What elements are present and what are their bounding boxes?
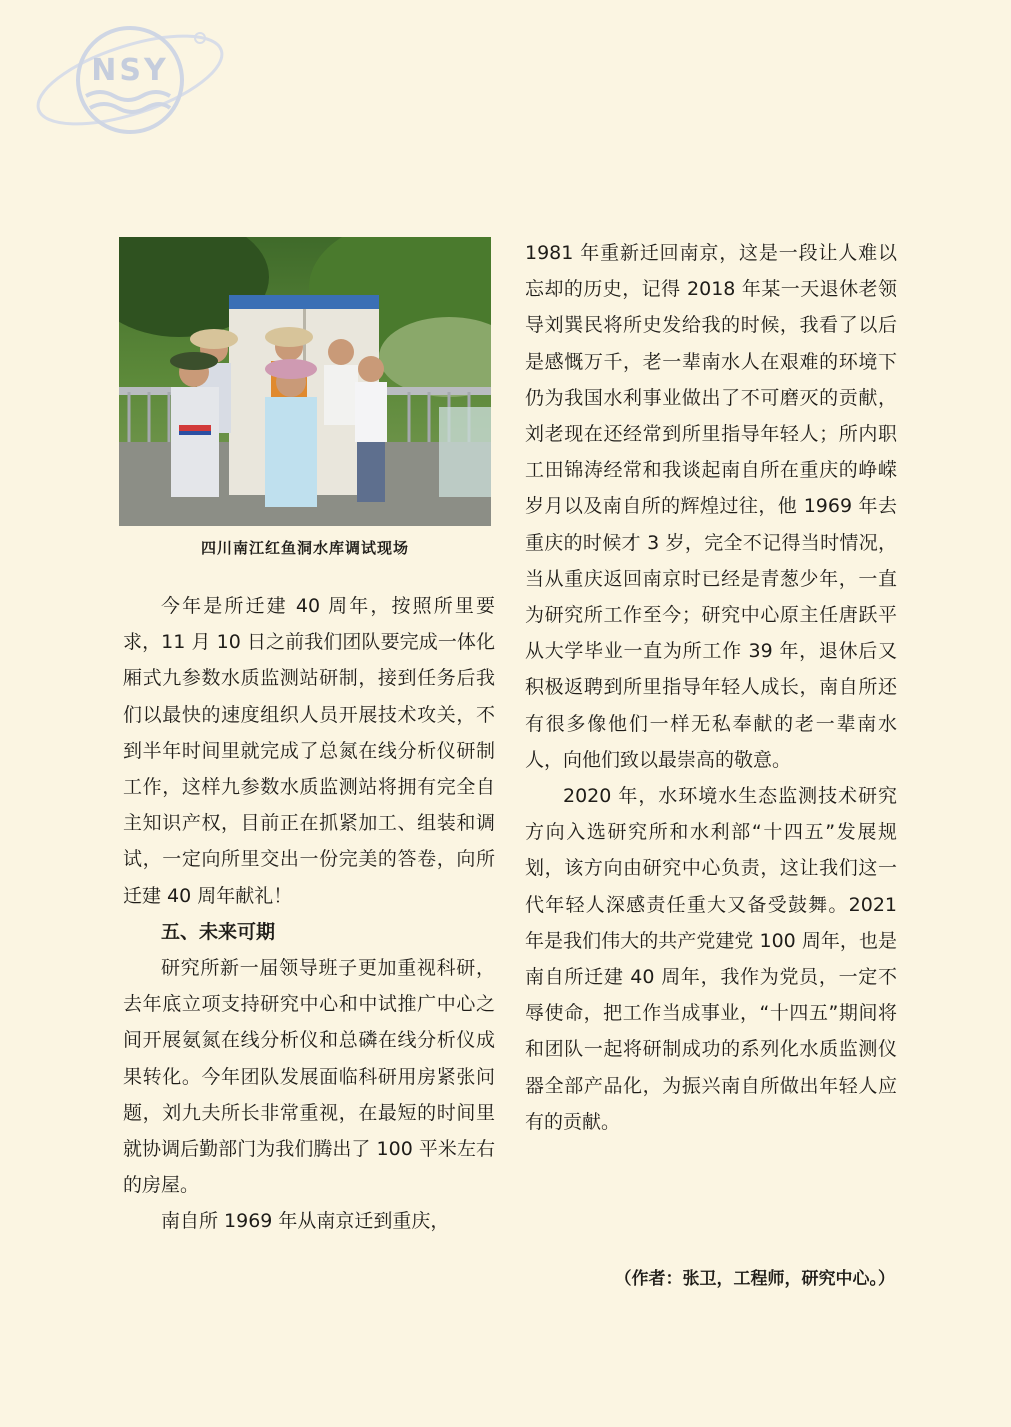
right-column: [525, 235, 897, 1140]
left-column: [123, 588, 495, 1240]
author-note: （作者：张卫，工程师，研究中心。）: [614, 1269, 895, 1289]
photo-caption: 四川南江红鱼洞水库调试现场: [200, 539, 409, 557]
paragraph: 研究所新一届领导班子更加重视科研，去年底立项支持研究中心和中试推广中心之间开展氨氮在线分析仪和总磷在线分析仪成果转化。今年团队发展面临科研用房紧张问题，刘九夫所长非常重视，在最短的时间里就协调后勤部门为我们腾出了 100 平米左右的房屋。: [123, 957, 495, 1197]
paragraph: 1981 年重新迁回南京，这是一段让人难以忘却的历史，记得 2018 年某一天退休老领导刘巽民将所史发给我的时候，我看了以后是感慨万千，老一辈南水人在艰难的环境下仍为我国水利事业做出了不可磨灭的贡献，刘老现在还经常到所里指导年轻人；所内职工田锦涛经常和我谈起南自所在重庆的峥嵘岁月以及南自所的辉煌过往，他 1969 年去重庆的时候才 3 岁，完全不记得当时情况，当从重庆返回南京时已经是青葱少年，一直为研究所工作至今；研究中心原主任唐跃平从大学毕业一直为所工作 39 年，退休后又积极返聘到所里指导年轻人成长，南自所还有很多像他们一样无私奉献的老一辈南水人，向他们致以最崇高的敬意。: [525, 242, 897, 771]
team-photo: [119, 237, 491, 526]
nsy-logo: [30, 18, 230, 148]
paragraph: 南自所 1969 年从南京迁到重庆，: [161, 1210, 450, 1233]
paragraph: 今年是所迁建 40 周年，按照所里要求，11 月 10 日之前我们团队要完成一体化厢式九参数水质监测站研制，接到任务后我们以最快的速度组织人员开展技术攻关，不到半年时间里就完成了总氮在线分析仪研制工作，这样九参数水质监测站将拥有完全自主知识产权，目前正在抓紧加工、组装和调试，一定向所里交出一份完美的答卷，向所迁建 40 周年献礼！: [123, 595, 495, 907]
logo-text: NSY: [91, 53, 169, 88]
paragraph: 2020 年，水环境水生态监测技术研究方向入选研究所和水利部“十四五”发展规划，该方向由研究中心负责，这让我们这一代年轻人深感责任重大又备受鼓舞。2021 年是我们伟大的共产党建党 100 周年，也是南自所迁建 40 周年，我作为党员，一定不辱使命，把工作当成事业，“十四五”期间将和团队一起将研制成功的系列化水质监测仪器全部产品化，为振兴南自所做出年轻人应有的贡献。: [525, 785, 897, 1133]
section-heading: 五、未来可期: [161, 920, 276, 943]
